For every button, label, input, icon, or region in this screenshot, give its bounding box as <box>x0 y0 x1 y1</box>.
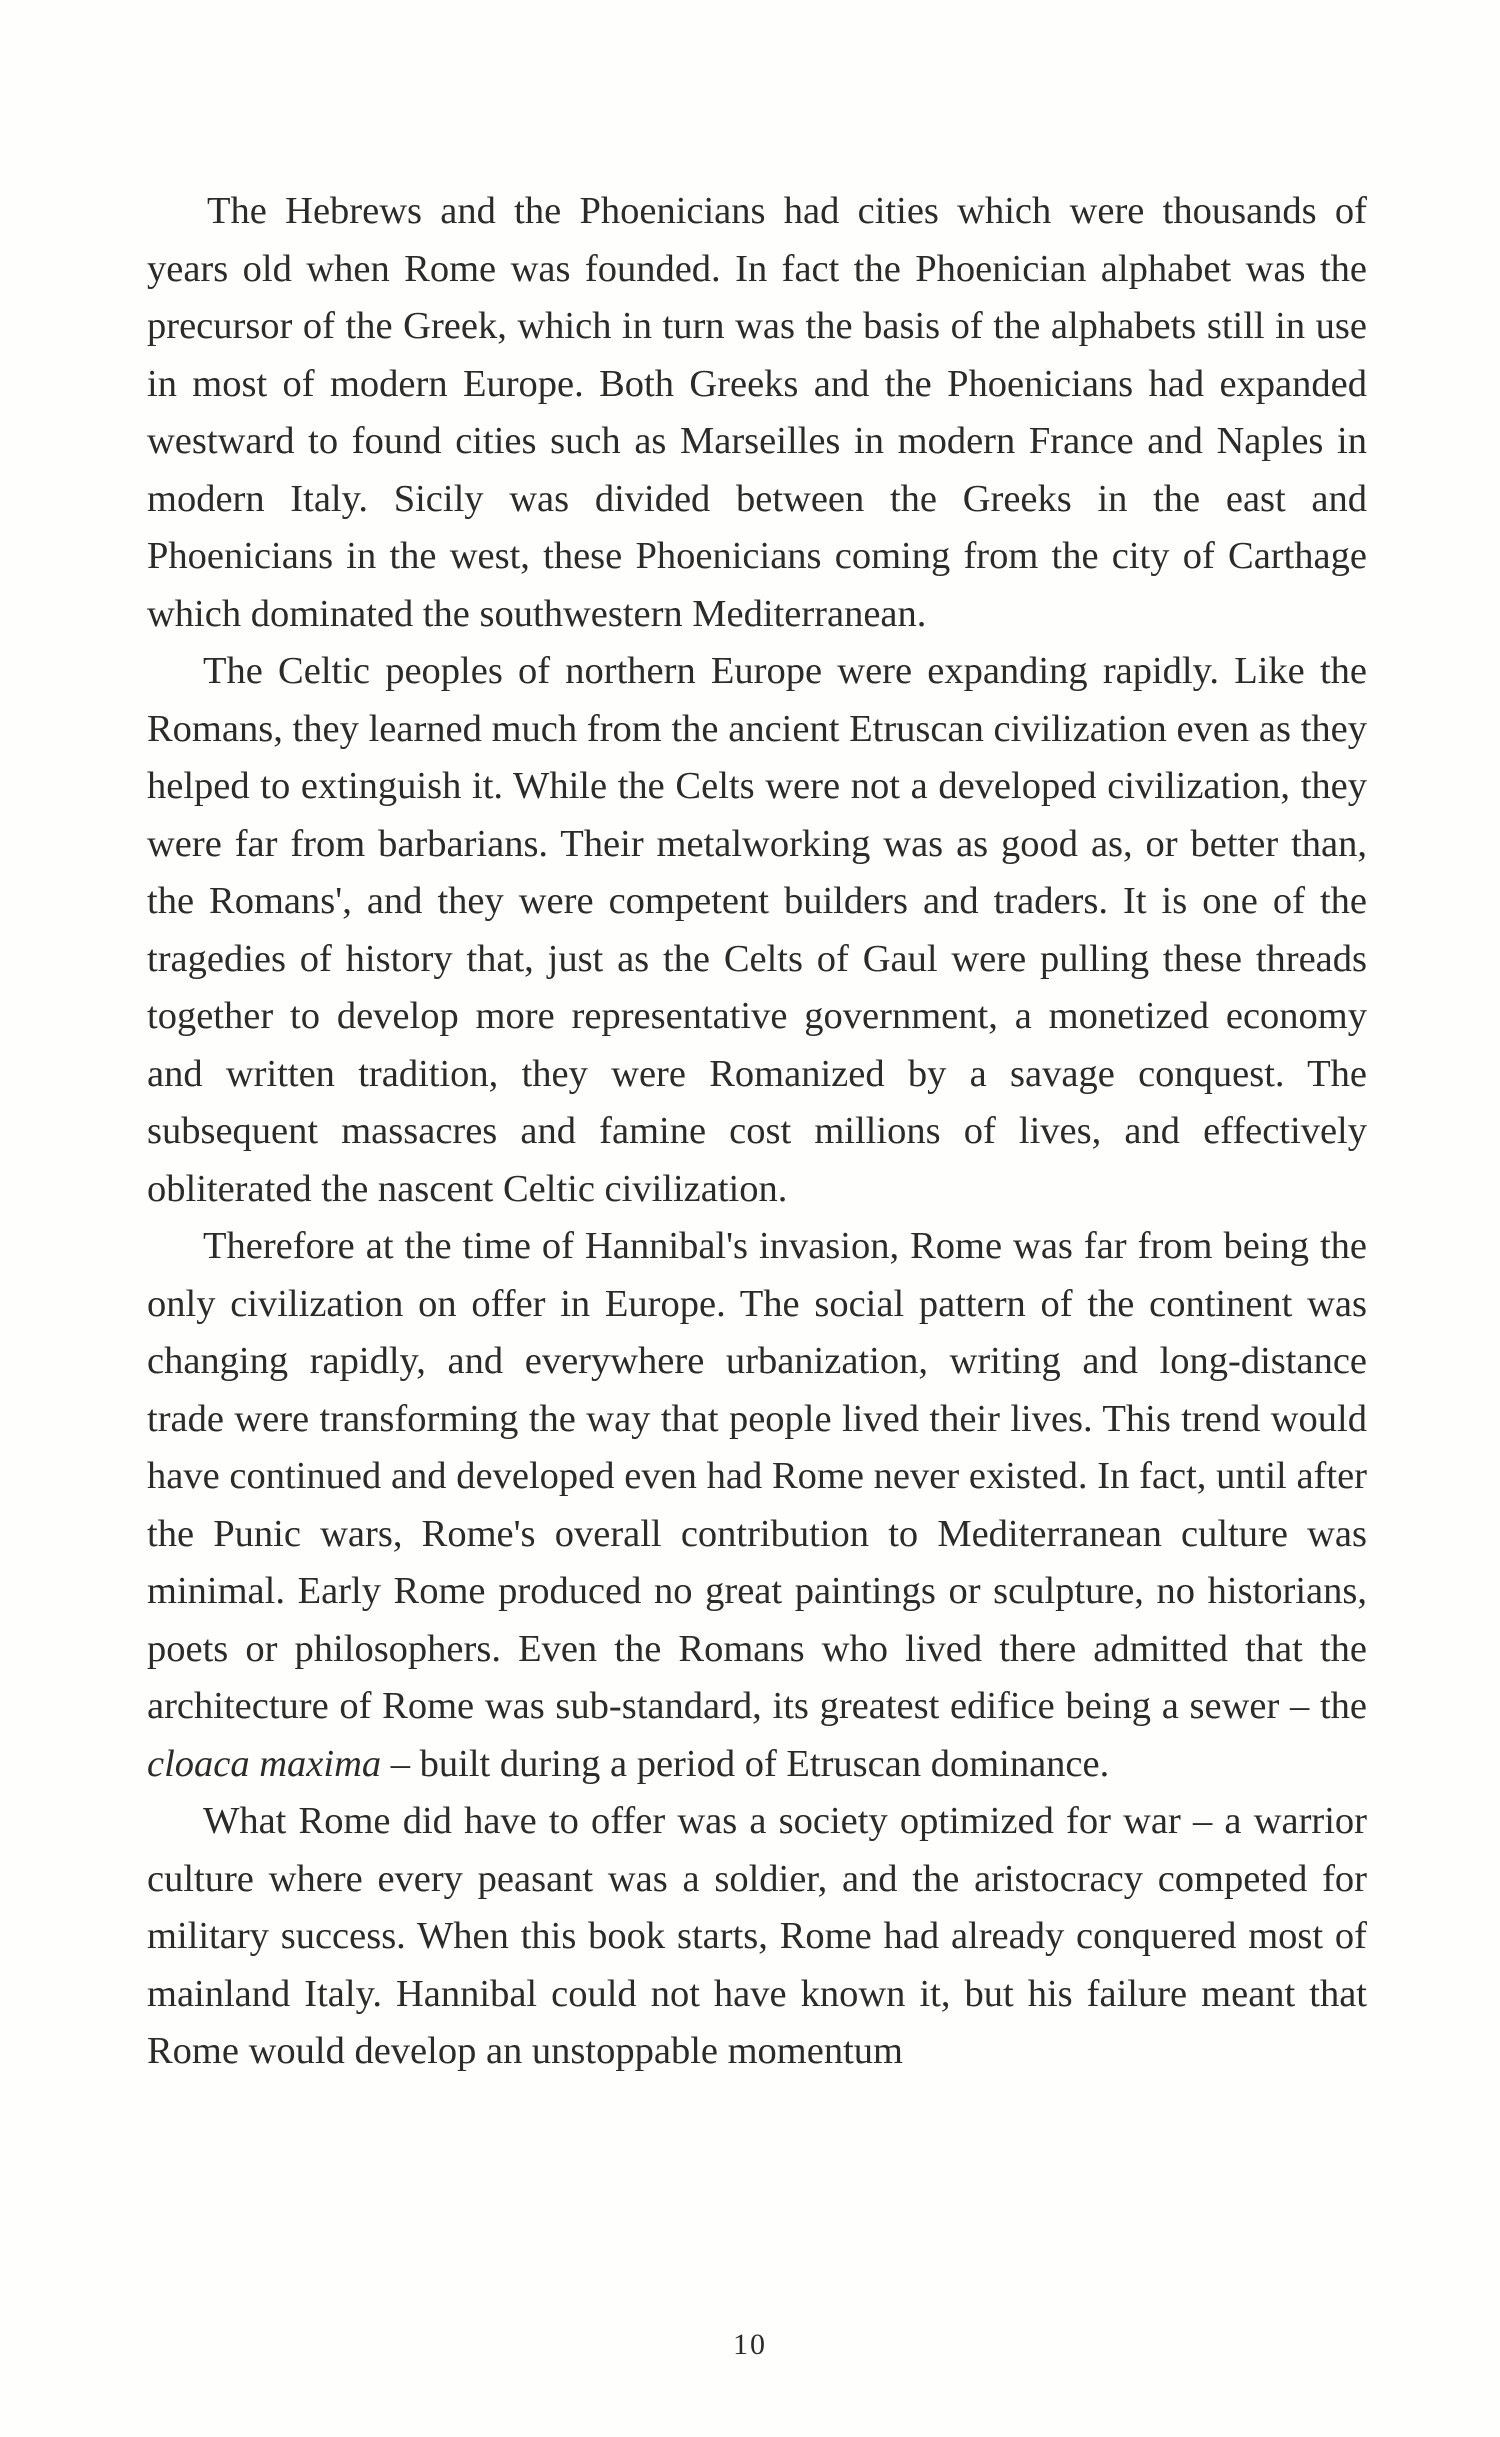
paragraph-3-italic-term: cloaca maxima <box>147 1742 382 1785</box>
page-number: 10 <box>733 2328 767 2361</box>
paragraph-3-text-after: – built during a period of Etruscan dominance. <box>381 1742 1110 1785</box>
paragraph-1: The Hebrews and the Phoenicians had cities which were thousands of years old when Rome was founded. In fact the Phoenician alphabet was the precursor of the Greek, which in turn was the basis of the alphabets still in use in most of modern Europe. Both Greeks and the Phoenicians had expanded westward to found cities such as Marseilles in modern France and Naples in modern Italy. Sicily was divided between the Greeks in the east and Phoenicians in the west, these Phoenicians coming from the city of Carthage which dominated the southwestern Mediterranean. <box>147 190 1367 635</box>
paragraph-2: The Celtic peoples of northern Europe were expanding rapidly. Like the Romans, they learned much from the ancient Etruscan civilization even as they helped to extinguish it. While the Celts were not a developed civilization, they were far from barbarians. Their metalworking was as good as, or better than, the Romans', and they were competent builders and traders. It is one of the tragedies of history that, just as the Celts of Gaul were pulling these threads together to develop more representative government, a monetized economy and written tradition, they were Romanized by a savage conquest. The subsequent massacres and famine cost millions of lives, and effectively obliterated the nascent Celtic civilization. <box>147 650 1367 1210</box>
paragraph-3 <box>147 1218 1367 1793</box>
paragraph-3-text-before: Therefore at the time of Hannibal's invasion, Rome was far from being the only civilization on offer in Europe. The social pattern of the continent was changing rapidly, and everywhere urbanization, writing and long-distance trade were transforming the way that people lived their lives. This trend would have continued and developed even had Rome never existed. In fact, until after the Punic wars, Rome's overall contribution to Mediterranean culture was minimal. Early Rome produced no great paintings or sculpture, no historians, poets or philosophers. Even the Romans who lived there admitted that the architecture of Rome was sub-standard, its greatest edifice being a sewer – the <box>147 1225 1367 1727</box>
paragraph-4: What Rome did have to offer was a society optimized for war – a warrior culture where every peasant was a soldier, and the aristocracy competed for military success. When this book starts, Rome had already conquered most of mainland Italy. Hannibal could not have known it, but his failure meant that Rome would develop an unstoppable momentum <box>147 1800 1367 2072</box>
body-text <box>147 183 1367 2081</box>
